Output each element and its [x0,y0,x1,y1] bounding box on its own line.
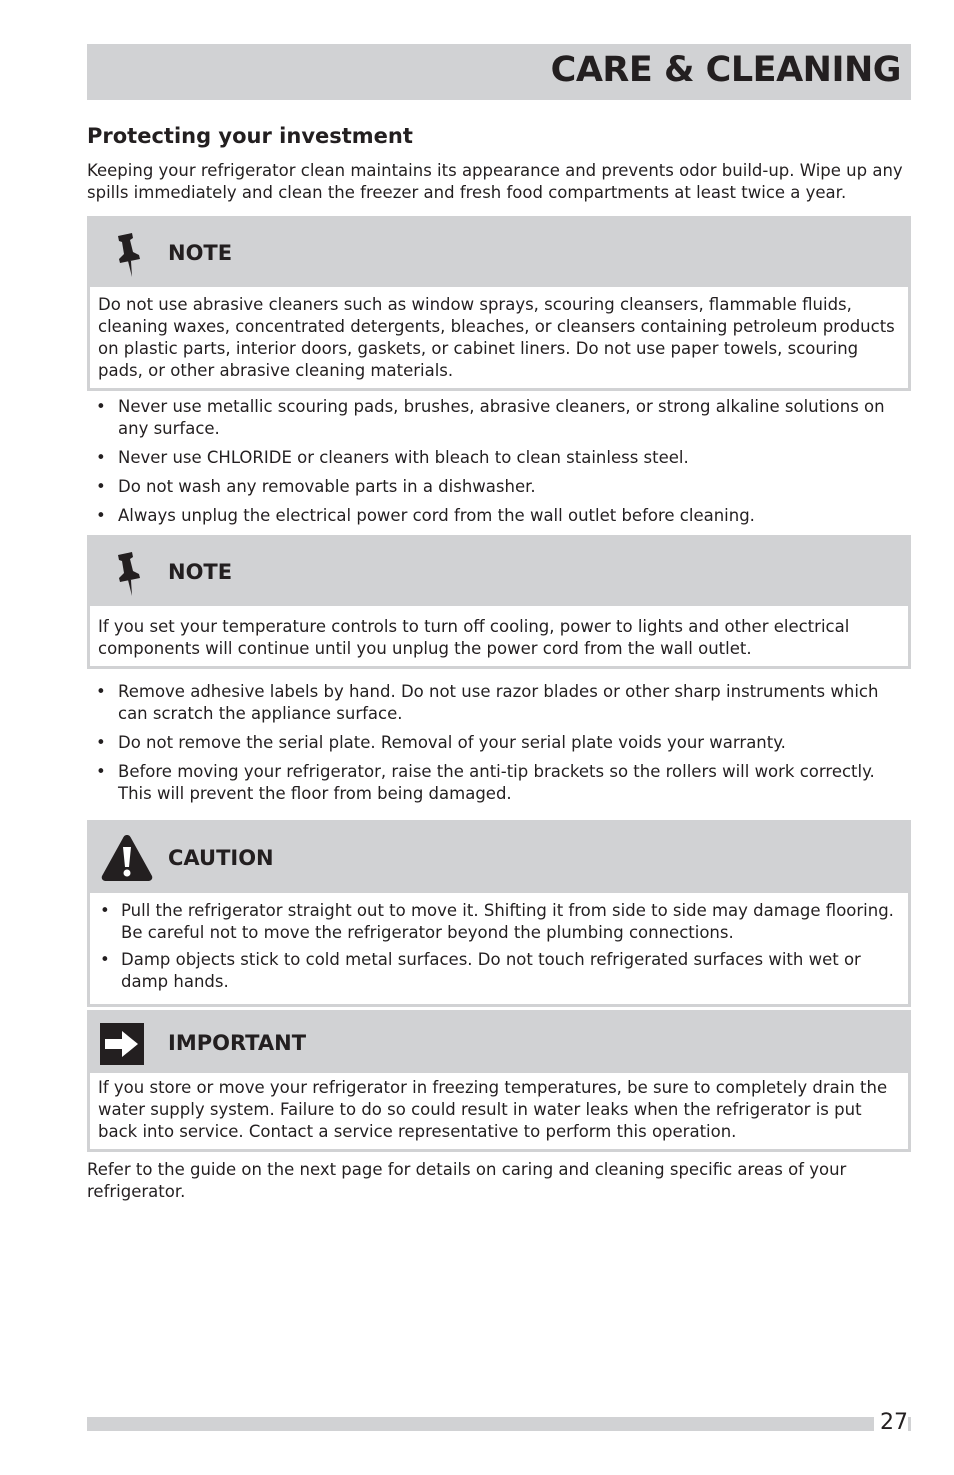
list-item: • Never use metallic scouring pads, brushes, abrasive cleaners, or strong alkaline solutions on any surface. [87,396,911,440]
important-text: If you store or move your refrigerator in freezing temperatures, be sure to completely drain the water supply system. Failure to do so could result in water leaks when the refrigerator is put back into service. Contact a service representative to perform this operation. [98,1078,888,1141]
list-item: • Pull the refrigerator straight out to move it. Shifting it from side to side may damage flooring. Be careful not to move the refrigerator beyond the plumbing connections. [99,900,900,944]
note-text: If you set your temperature controls to turn off cooling, power to lights and other electrical components will continue until you unplug the power cord from the wall outlet. [98,617,850,658]
list-item: • Remove adhesive labels by hand. Do not use razor blades or other sharp instruments which can scratch the appliance surface. [87,681,911,725]
note-text: Do not use abrasive cleaners such as window sprays, scouring cleansers, flammable fluids, cleaning waxes, concentrated detergents, bleaches, or cleansers containing petroleum products on plastic parts, interior doors, gaskets, or cabinet liners. Do not use paper towels, scouring pads, or other abrasive cleaning materials. [98,295,895,380]
caution-list [99,900,900,993]
caution-body [90,893,908,1004]
list-item: • Damp objects stick to cold metal surfaces. Do not touch refrigerated surfaces with wet or damp hands. [99,949,900,993]
list-item: • Never use CHLORIDE or cleaners with bleach to clean stainless steel. [87,447,911,469]
important-body [90,1073,908,1149]
page-title: CARE & CLEANING [550,50,901,90]
list-item: • Always unplug the electrical power cord from the wall outlet before cleaning. [87,505,911,527]
warning-triangle-icon [100,833,154,883]
list-item: • Do not remove the serial plate. Removal of your serial plate voids your warranty. [87,732,911,754]
page-header-bar [87,44,911,100]
closing-paragraph: Refer to the guide on the next page for details on caring and cleaning specific areas of your refrigerator. [87,1160,847,1201]
note-box-2 [87,535,911,669]
section-heading: Protecting your investment [87,124,413,148]
note-body [90,287,908,388]
note-title: NOTE [168,241,233,265]
note-header [90,538,908,606]
pushpin-icon [115,551,145,597]
note-header [90,219,908,287]
caution-title: CAUTION [168,846,274,870]
important-header [90,1013,908,1073]
caution-header [90,823,908,893]
intro-paragraph: Keeping your refrigerator clean maintains its appearance and prevents odor build-up. Wipe up any spills immediately and clean the freezer and fresh food compartments at least twice a year. [87,161,903,202]
important-box [87,1010,911,1152]
bullet-list-1 [87,396,911,534]
list-item: • Before moving your refrigerator, raise the anti-tip brackets so the rollers will work correctly. This will prevent the floor from being damaged. [87,761,911,805]
pushpin-icon [115,232,145,278]
note-body [90,606,908,666]
page-number: 27 [874,1410,908,1435]
list-item: • Do not wash any removable parts in a dishwasher. [87,476,911,498]
caution-box [87,820,911,1007]
important-title: IMPORTANT [168,1031,307,1055]
arrow-right-icon [100,1023,144,1065]
page-footer-bar [87,1417,911,1431]
note-box-1 [87,216,911,391]
bullet-list-2 [87,681,911,812]
note-title: NOTE [168,560,233,584]
